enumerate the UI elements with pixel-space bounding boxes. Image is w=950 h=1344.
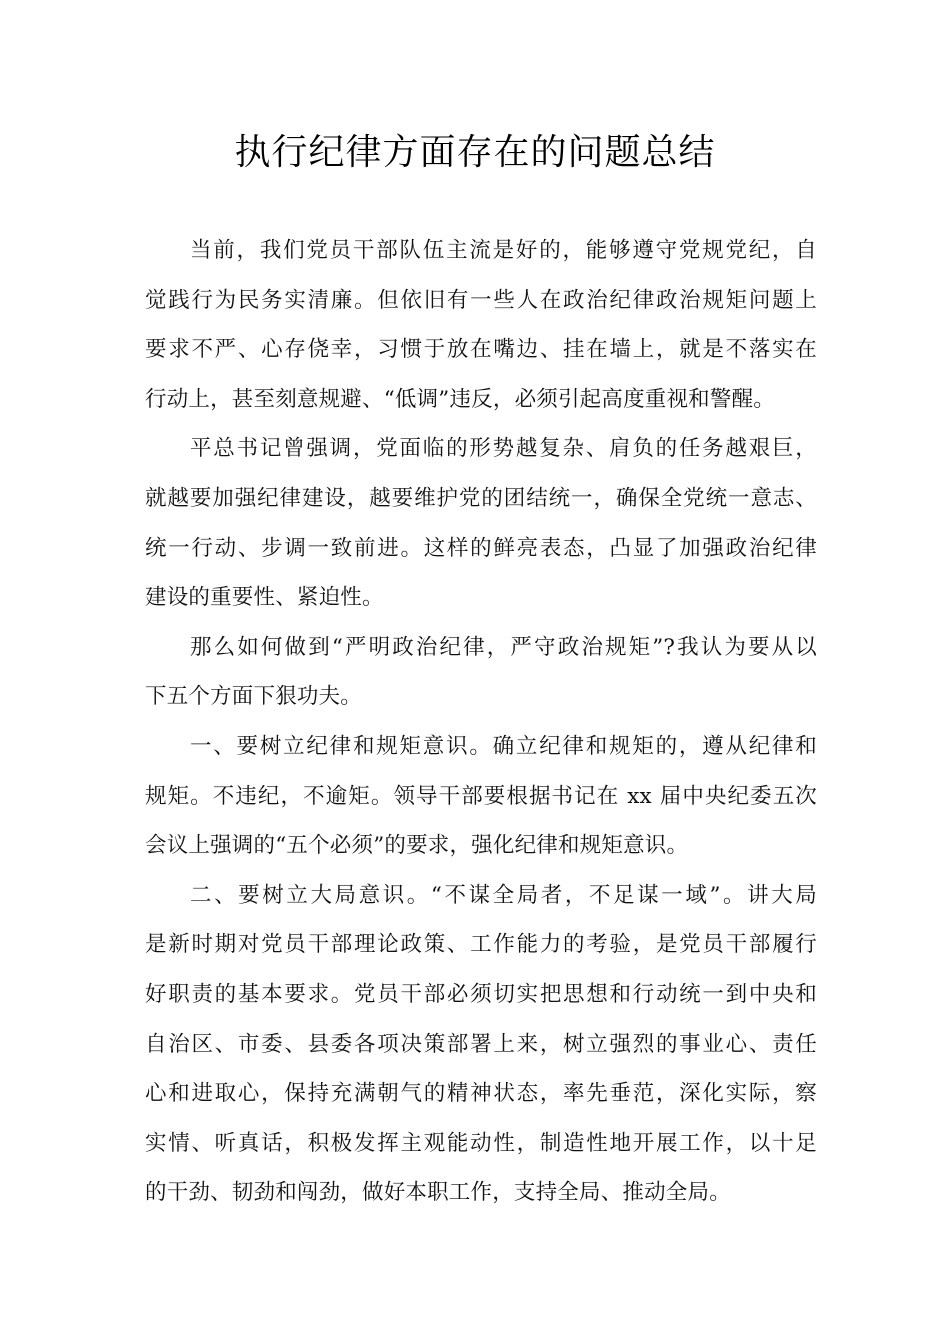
paragraph — [145, 226, 817, 424]
document-body — [145, 226, 817, 1218]
text-line: 建设的重要性、紧迫性。 — [145, 585, 384, 611]
text-line: 当前，我们党员干部队伍主流是好的，能够遵守党规党纪，自 — [190, 238, 817, 263]
paragraph — [145, 424, 817, 622]
text-line: 觉践行为民务实清廉。但依旧有一些人在政治纪律政治规矩问题上 — [145, 287, 817, 313]
text-line: 那么如何做到“严明政治纪律，严守政治规矩”?我认为要从以 — [190, 634, 817, 660]
text-line: 行动上，甚至刻意规避、“低调”违反，必须引起高度重视和警醒。 — [145, 386, 775, 412]
text-line: 二、要树立大局意识。“不谋全局者，不足谋一域”。讲大局 — [190, 882, 817, 908]
text-line: 规矩。不违纪，不逾矩。领导干部要根据书记在 xx 届中央纪委五次 — [145, 783, 817, 809]
text-line: 要求不严、心存侥幸，习惯于放在嘴边、挂在墙上，就是不落实在 — [145, 337, 817, 363]
text-line: 统一行动、步调一致前进。这样的鲜亮表态，凸显了加强政治纪律 — [145, 535, 817, 561]
text-line: 就越要加强纪律建设，越要维护党的团结统一，确保全党统一意志、 — [145, 485, 817, 511]
paragraph — [145, 623, 817, 722]
text-line: 是新时期对党员干部理论政策、工作能力的考验，是党员干部履行 — [145, 932, 817, 958]
text-line: 自治区、市委、县委各项决策部署上来，树立强烈的事业心、责任 — [145, 1031, 817, 1057]
text-line: 的干劲、韧劲和闯劲，做好本职工作，支持全局、推动全局。 — [145, 1180, 731, 1206]
text-line: 好职责的基本要求。党员干部必须切实把思想和行动统一到中央和 — [145, 981, 817, 1007]
document-title: 执行纪律方面存在的问题总结 — [234, 132, 716, 173]
paragraph — [145, 871, 817, 1218]
text-line: 下五个方面下狠功夫。 — [145, 684, 363, 710]
paragraph — [145, 722, 817, 871]
text-line: 一、要树立纪律和规矩意识。确立纪律和规矩的，遵从纪律和 — [190, 733, 817, 759]
text-line: 实情、听真话，积极发挥主观能动性，制造性地开展工作，以十足 — [145, 1130, 817, 1156]
text-line: 会议上强调的“五个必须”的要求，强化纪律和规矩意识。 — [145, 833, 689, 859]
text-line: 心和进取心，保持充满朝气的精神状态，率先垂范，深化实际，察 — [145, 1081, 817, 1107]
text-line: 平总书记曾强调，党面临的形势越复杂、肩负的任务越艰巨， — [190, 436, 817, 462]
